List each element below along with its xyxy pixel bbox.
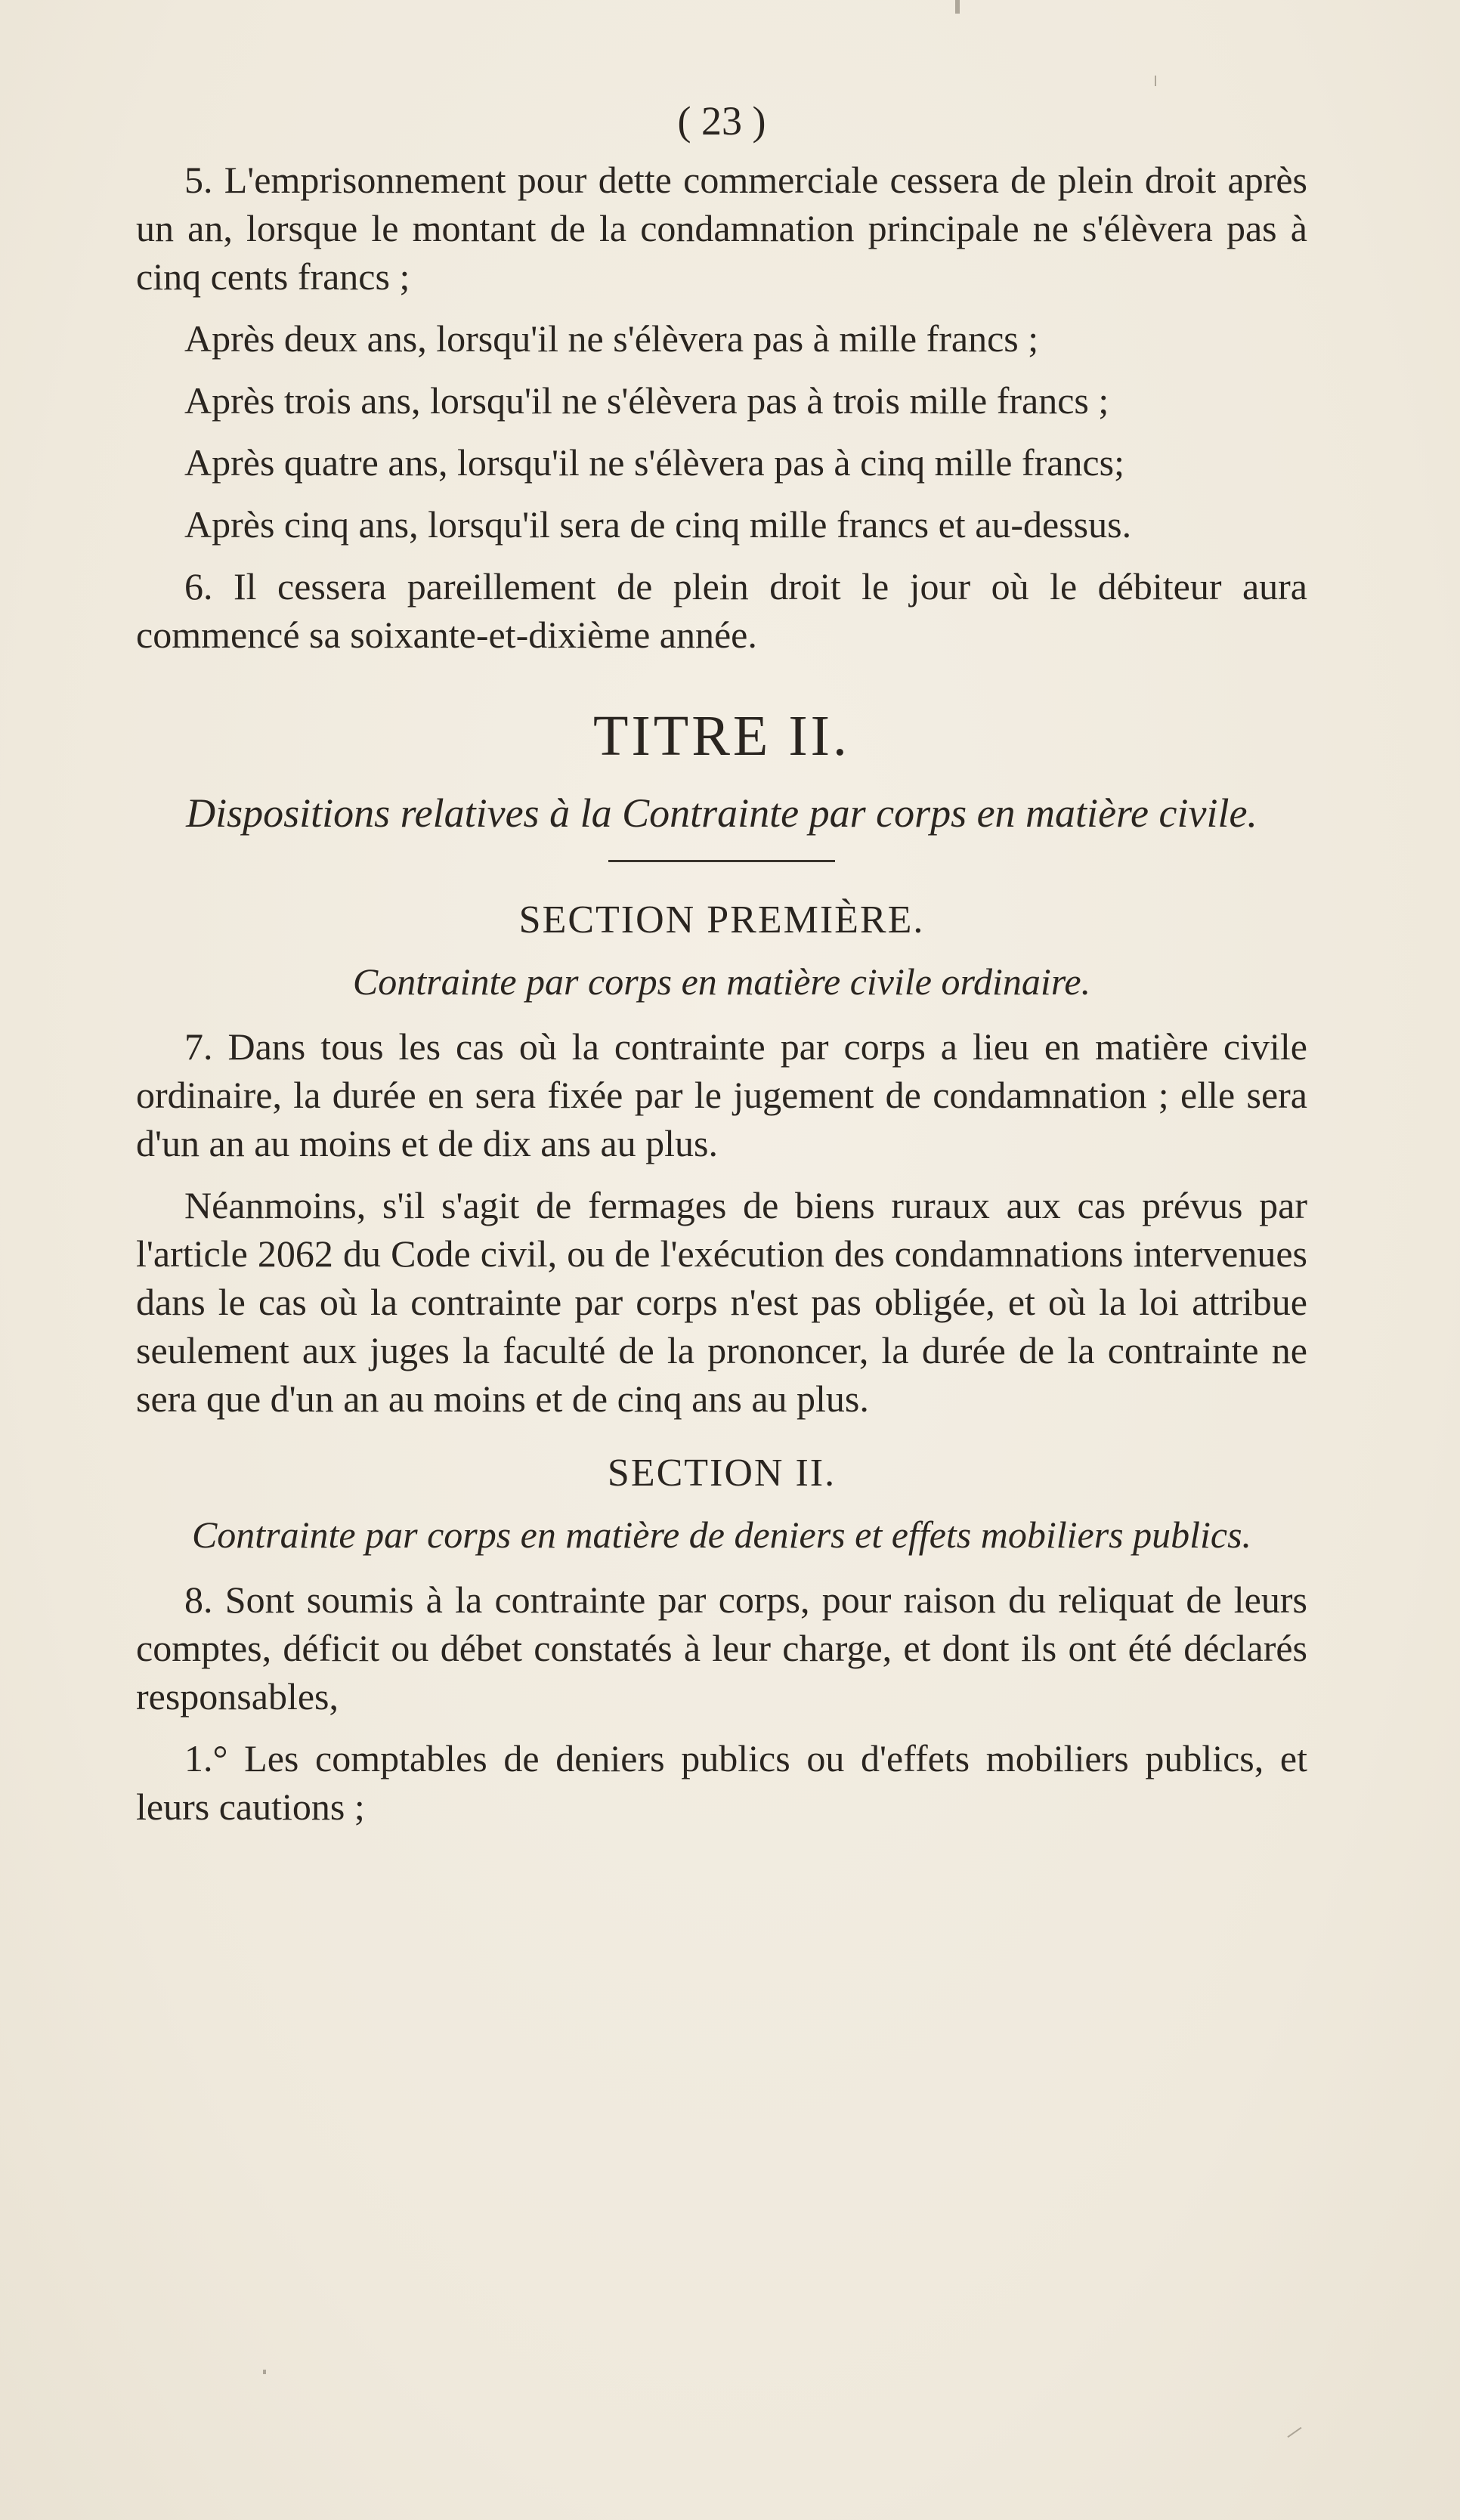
page-body bbox=[136, 91, 1307, 1844]
titre-heading: TITRE II. bbox=[593, 704, 850, 768]
section-1-subtitle: Contrainte par corps en matière civile ordinaire. bbox=[352, 960, 1091, 1003]
article-5: 5. L'emprisonnement pour dette commerciale cessera de plein droit après un an, lorsque le montant de la condamnation principale ne s'élèvera pas à cinq cents francs ; bbox=[136, 159, 1307, 298]
article-8: 8. Sont soumis à la contrainte par corps, pour raison du reliquat de leurs comptes, déficit ou débet constatés à leur charge, et dont ils ont été déclarés responsables, bbox=[136, 1578, 1307, 1718]
page-number: ( 23 ) bbox=[677, 98, 766, 144]
article-7: 7. Dans tous les cas où la contrainte par corps a lieu en matière civile ordinaire, la durée en sera fixée par le jugement de condamnation ; elle sera d'un an au moins et de dix ans au plus. bbox=[136, 1025, 1307, 1164]
top-ink-mark bbox=[955, 0, 960, 14]
section-2-heading: SECTION II. bbox=[607, 1452, 837, 1495]
margin-speck bbox=[263, 2370, 266, 2374]
article-8-item-1: 1.° Les comptables de deniers publics ou d'effets mobiliers publics, et leurs cautions ; bbox=[136, 1737, 1307, 1828]
section-2-subtitle: Contrainte par corps en matière de deniers et effets mobiliers publics. bbox=[191, 1514, 1252, 1556]
titre-subtitle: Dispositions relatives à la Contrainte par corps en matière civile. bbox=[186, 790, 1257, 836]
article-7-neanmoins: Néanmoins, s'il s'agit de fermages de biens ruraux aux cas prévus par l'article 2062 du Code civil, ou de l'exécution des condamnations intervenues dans le cas où la contrainte par corps n'est pas obligée, et où la loi attribue seulement aux juges la faculté de la prononcer, la durée de la contrainte ne sera que d'un an au moins et de cinq ans au plus. bbox=[136, 1184, 1307, 1420]
section-1-heading: SECTION PREMIÈRE. bbox=[518, 898, 925, 942]
article-6: 6. Il cessera pareillement de plein droit le jour où le débiteur aura commencé sa soixante-et-dixième année. bbox=[136, 565, 1307, 656]
margin-speck bbox=[1155, 76, 1156, 86]
margin-speck bbox=[1287, 2427, 1301, 2438]
article-5-five-years: Après cinq ans, lorsqu'il sera de cinq mille francs et au-dessus. bbox=[184, 503, 1132, 546]
article-5-three-years: Après trois ans, lorsqu'il ne s'élèvera pas à trois mille francs ; bbox=[184, 379, 1109, 422]
divider-rule bbox=[608, 860, 835, 862]
article-5-two-years: Après deux ans, lorsqu'il ne s'élèvera pas à mille francs ; bbox=[184, 317, 1039, 360]
article-5-four-years: Après quatre ans, lorsqu'il ne s'élèvera pas à cinq mille francs; bbox=[184, 441, 1124, 484]
